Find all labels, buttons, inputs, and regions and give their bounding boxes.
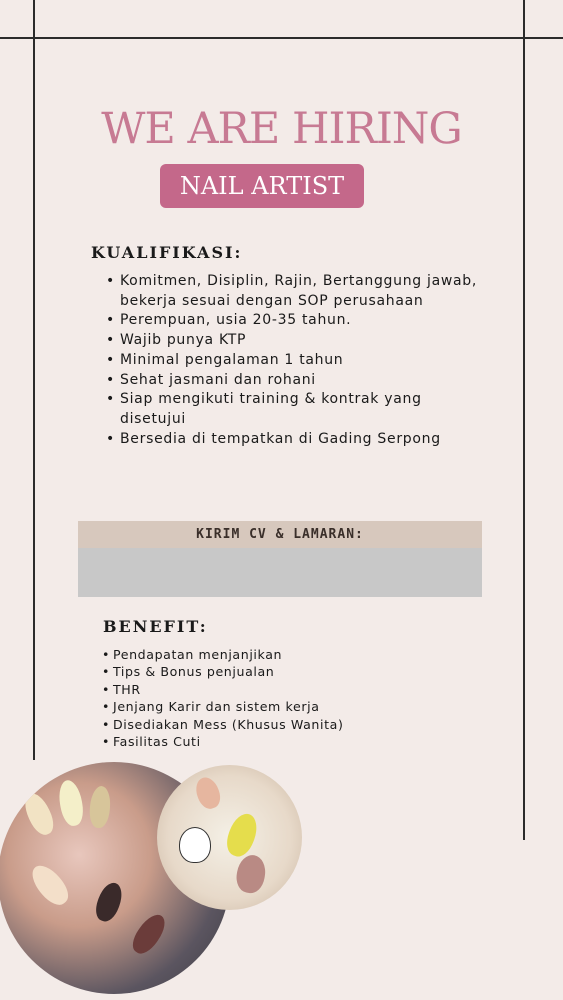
cv-application-title: KIRIM CV & LAMARAN:: [78, 521, 482, 548]
nail-shape: [234, 853, 268, 895]
nail-shape: [26, 860, 74, 911]
benefit-item: • Disediakan Mess (Khusus Wanita): [113, 716, 473, 733]
benefit-item: • Tips & Bonus penjualan: [113, 663, 473, 680]
frame-line-top: [0, 37, 563, 39]
hiring-headline: WE ARE HIRING: [101, 104, 462, 154]
qualification-item: • Bersedia di tempatkan di Gading Serpong: [120, 430, 480, 450]
qualifications-list: [100, 272, 480, 449]
benefit-item: • Pendapatan menjanjikan: [113, 646, 473, 663]
nail-art-photo-right: [157, 765, 302, 910]
cv-application-box: [78, 521, 482, 597]
role-badge: NAIL ARTIST: [160, 164, 364, 208]
qualification-item: • Perempuan, usia 20-35 tahun.: [120, 311, 480, 331]
qualification-item: • Komitmen, Disiplin, Rajin, Bertanggung jawab, bekerja sesuai dengan SOP perusahaan: [120, 272, 480, 311]
qualification-item: • Wajib punya KTP: [120, 331, 480, 351]
nail-shape: [179, 827, 211, 863]
benefit-item: • Jenjang Karir dan sistem kerja: [113, 698, 473, 715]
benefits-title: BENEFIT:: [103, 617, 208, 636]
benefits-list: [101, 646, 473, 750]
nail-shape: [88, 785, 112, 829]
qualification-item: • Sehat jasmani dan rohani: [120, 371, 480, 391]
nail-shape: [20, 789, 59, 838]
benefit-item: • Fasilitas Cuti: [113, 733, 473, 750]
nail-shape: [222, 810, 261, 860]
nail-shape: [127, 910, 170, 959]
qualifications-title: KUALIFIKASI:: [91, 243, 243, 262]
nail-shape: [92, 879, 126, 924]
qualification-item: • Minimal pengalaman 1 tahun: [120, 351, 480, 371]
qualification-item: • Siap mengikuti training & kontrak yang disetujui: [120, 390, 480, 429]
nail-shape: [56, 778, 86, 827]
benefit-item: • THR: [113, 681, 473, 698]
nail-shape: [192, 774, 224, 812]
